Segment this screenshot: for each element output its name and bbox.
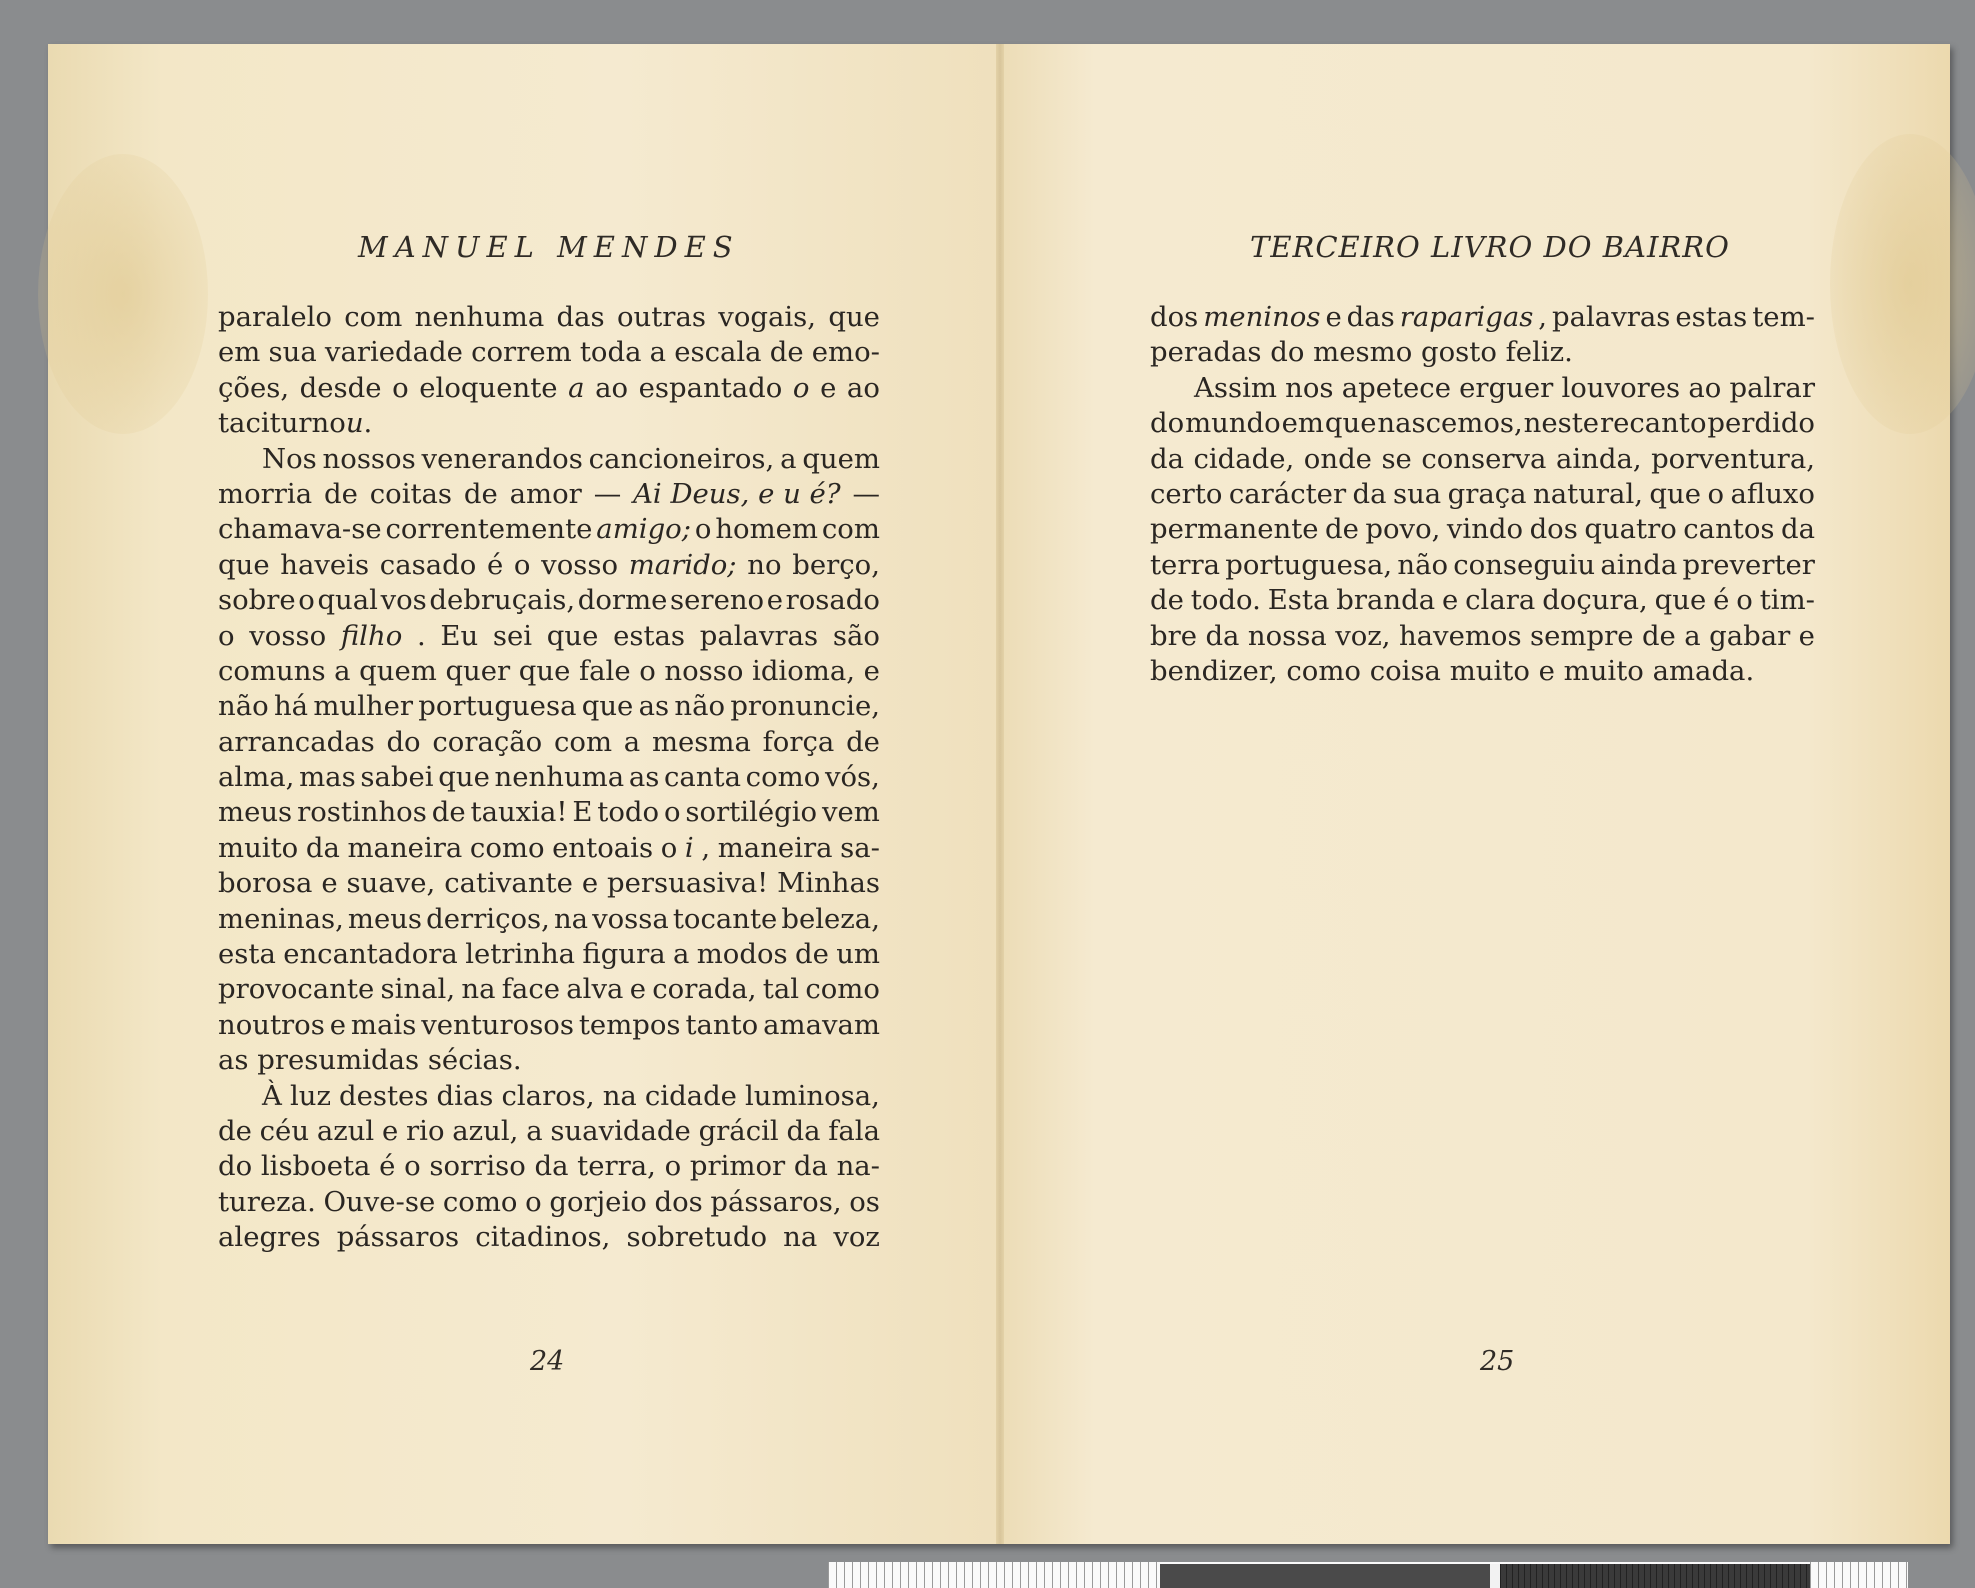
text-line: Nos nossos venerandos cancioneiros, a quem xyxy=(262,442,880,475)
text-line: ções, desde o eloquente a ao espantado o e ao xyxy=(218,371,880,404)
book-gutter xyxy=(996,44,1004,1544)
text-line: bendizer, como coisa muito e muito amada. xyxy=(1150,654,1755,687)
text-line: meus rostinhos de tauxia! E todo o sortilégio vem xyxy=(218,796,880,829)
ruler-light-segment xyxy=(1490,1564,1500,1588)
text-line: as presumidas sécias. xyxy=(218,1044,522,1077)
text-line: noutros e mais venturosos tempos tanto amavam xyxy=(218,1008,880,1041)
right-page xyxy=(1000,44,1950,1544)
text-line: da cidade, onde se conserva ainda, porventura, xyxy=(1150,442,1815,475)
text-line: paralelo com nenhuma das outras vogais, que xyxy=(218,301,880,333)
left-page xyxy=(48,44,1000,1544)
text-line: não há mulher portuguesa que as não pronuncie, xyxy=(218,690,880,723)
text-line: alegres pássaros citadinos, sobretudo na voz xyxy=(218,1221,880,1254)
text-line: esta encantadora letrinha figura a modos de um xyxy=(218,938,880,971)
text-line: permanente de povo, vindo dos quatro cantos da xyxy=(1150,513,1815,546)
text-line: de céu azul e rio azul, a suavidade grácil da fala xyxy=(218,1114,880,1147)
right-running-header: TERCEIRO LIVRO DO BAIRRO xyxy=(1250,230,1730,264)
text-line: provocante sinal, na face alva e corada, tal como xyxy=(218,973,880,1006)
text-line: alma, mas sabei que nenhuma as canta como vós, xyxy=(218,761,880,794)
text-line: meninas, meus derriços, na vossa tocante beleza, xyxy=(218,902,880,935)
text-line: terra portuguesa, não conseguiu ainda preverter xyxy=(1150,548,1815,581)
left-running-header: MANUEL MENDES xyxy=(358,230,740,264)
text-line: de todo. Esta branda e clara doçura, que é o tim- xyxy=(1150,584,1815,617)
text-line: o vosso filho . Eu sei que estas palavras são xyxy=(218,619,880,652)
text-line: bre da nossa voz, havemos sempre de a gabar e xyxy=(1150,619,1815,652)
right-body-text xyxy=(1150,300,1815,689)
text-line: borosa e suave, cativante e persuasiva! Minhas xyxy=(218,867,880,900)
left-page-number: 24 xyxy=(530,1346,565,1377)
text-line: À luz destes dias claros, na cidade luminosa, xyxy=(262,1079,880,1112)
scale-ruler xyxy=(828,1562,1908,1588)
text-line: chamava-se correntemente amigo; o homem com xyxy=(218,513,880,546)
text-line: tureza. Ouve-se como o gorjeio dos pássaros, os xyxy=(218,1185,880,1218)
text-line: do mundo em que nascemos, neste recanto perdido xyxy=(1150,407,1815,440)
text-line: comuns a quem quer que fale o nosso idioma, e xyxy=(218,654,880,687)
ruler-dark-segment xyxy=(1160,1564,1490,1588)
text-line: sobre o qual vos debruçais, dorme sereno e rosado xyxy=(218,584,880,617)
book-spread xyxy=(48,44,1950,1544)
ruler-ticks xyxy=(828,1562,1158,1588)
text-line: taciturno u . xyxy=(218,407,373,440)
text-line: arrancadas do coração com a mesma força de xyxy=(218,725,880,758)
text-line: peradas do mesmo gosto feliz. xyxy=(1150,336,1573,369)
ruler-ticks xyxy=(1810,1562,1908,1588)
text-line: que haveis casado é o vosso marido; no berço, xyxy=(218,548,880,581)
paper-stain xyxy=(38,154,208,434)
right-page-number: 25 xyxy=(1480,1346,1515,1377)
paper-stain xyxy=(1830,134,1975,434)
text-line: do lisboeta é o sorriso da terra, o primor da na- xyxy=(218,1150,880,1183)
text-line: muito da maneira como entoais o i , maneira sa- xyxy=(218,831,880,864)
text-line: dos meninos e das raparigas , palavras estas tem- xyxy=(1150,301,1815,333)
text-line: Assim nos apetece erguer louvores ao palrar xyxy=(1194,371,1815,404)
text-line: em sua variedade correm toda a escala de emo- xyxy=(218,336,880,369)
text-line: morria de coitas de amor — Ai Deus, e u é? — xyxy=(218,477,880,510)
ruler-dark-segment xyxy=(1500,1564,1810,1588)
left-body-text xyxy=(218,300,880,1256)
text-line: certo carácter da sua graça natural, que o afluxo xyxy=(1150,477,1815,510)
